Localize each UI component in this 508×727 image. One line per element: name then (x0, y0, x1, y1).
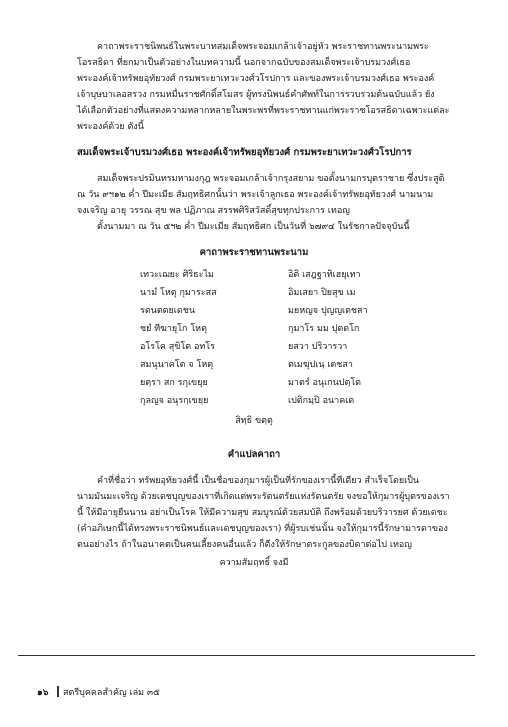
body-line: ตนอย่างไร ถ้าในอนาคตเป็นคนเลี้ยงคนอื่นแล้ว ก็ดีงให้รักษาตระกูลของบิดาต่อไป เทอญ (77, 540, 412, 550)
body-line: นามมันมะเจริญ ด้วยเดชบุญของเราที่เกิดแต่พระรัตนตรัยแห่งรัตนตรัย จงขอให้กุมารผู้บุตรของเรา (77, 492, 450, 502)
verse-right: อิมเสยา ปิยสุข เม (288, 288, 356, 298)
body-line: นี้ ให้มีอายุยืนนาน อย่าเป็นโรค ให้มีความสุข สมบูรณ์ด้วยสมบัติ ถึงพร้อมด้วยบริวารยศ ด้วยเดชะ (77, 508, 448, 518)
verse-left: กุลญจ อนุรกฺเขยฺย (140, 396, 209, 406)
verse-right: มาตรํ อนุเกนปตฺโต (288, 378, 361, 388)
intro-line: พระองค์ด้วย ดังนี้ (77, 122, 144, 132)
verse-left: ชยํ ทีฆายุโก โหตุ (140, 324, 207, 334)
page-number: ๑๖ (37, 688, 49, 698)
verse-left: นามํ โหตุ กุมาระสส (140, 288, 217, 298)
footer-divider (57, 686, 59, 697)
intro-line: เจ้าบุษบาเลอสรวง กรมหมื่นราชศักดิ์สโมสร ผู้ทรงนิพนธ์คำศัพท์ในการรวบรวมต้นฉบับแล้ว ยัง (77, 90, 435, 100)
body-line: ตั้งนามมา ณ วัน ๕ฯ๒ ค่ำ ปีมะเมีย สัมฤทธิศก เป็นวันที่ ๖๗๙๔ ในรัชกาลปัจจุบันนี้ (97, 222, 410, 232)
section-heading: สมเด็จพระเจ้าบรมวงศ์เธอ พระองค์เจ้าทรัพยอุทัยวงศ์ กรมพระยาเทวะวงศ์วโรปการ (77, 147, 412, 158)
body-line: จงเจริญ อายุ วรรณ สุข พล ปฏิภาณ สรรพศิริสวัสดิ์สุขทุกประการ เทอญ (77, 206, 350, 216)
verse-right: ยสวา ปริวารวา (288, 342, 348, 352)
verse-left: อโรโค สุขิโต อทโร (140, 342, 215, 352)
verse-left: เทวะเฌยะ ศิริธะไม (140, 270, 214, 280)
body-line: ณ วัน ๙ฯ๑๒ ค่ำ ปีมะเมีย สัมฤทธิศกนั้นว่า พระเจ้าลูกเธอ พระองค์เจ้าทรัพยอุทัยวงศ์ นามนาม (77, 190, 434, 200)
intro-line: ได้เลือกตัวอย่างที่แสดงความหลากหลายในพระพรที่พระราชทานแก่พระราชโอรสธิดาเฉพาะแต่ละ (77, 106, 450, 116)
footer-rule (18, 655, 475, 656)
verse-right: อิติ เสฎฐาทิเฮยุเทา (288, 270, 361, 280)
verse-left: สมนุนาคโต จ โหตุ (140, 360, 214, 370)
translation-heading: คำแปลคาถา (227, 449, 281, 460)
verse-right: เปติกมฺปิ อนาคเต (288, 396, 355, 406)
running-title: สตรีบุคคลสำคัญ เล่ม ๓๕ (63, 688, 160, 698)
body-line: สมเด็จพระปรมินทรมหามงกุฎ พระจอมเกล้าเจ้ากรุงสยาม ขอตั้งนามกรบุตราชาย ซึ่งประสูติ (97, 174, 445, 184)
translation-closing: ความสัมฤทธิ์ จงมี (219, 558, 289, 568)
verse-left: ยตฺรา สก รกุเขยุย (140, 378, 208, 388)
verse-closing: สิทฺธิ ขตฺตุ (235, 416, 273, 426)
body-line: (คำอภิเษกนี้ได้ทรงพระราชนิพนธ์และเดชบุญของเรา) ที่ผู้รบเช่นนั้น จงให้กุมารนี้รักษามารดาของ (77, 524, 448, 534)
intro-line: คาถาพระราชนิพนธ์ในพระบาทสมเด็จพระจอมเกล้าเจ้าอยู่หัว พระราชทานพระนามพระ (97, 42, 429, 52)
verse-left: รตนตตยเดชน (140, 306, 195, 316)
intro-line: พระองค์เจ้าทรัพยอุทัยวงศ์ กรมพระยาเทวะวงศ์วโรปการ และของพระเจ้าบรมวงศ์เธอ พระองค์ (77, 74, 435, 84)
body-line: คำที่ชื่อว่า ทรัพยอุทัยวงศ์นี้ เป็นชื่อของกุมารผู้เป็นที่รักของเรานี้ทีเดียว สำเร็จโดยเป็น (97, 476, 420, 486)
verse-heading: คาถาพระราชทานพระนาม (199, 247, 309, 258)
intro-line: โอรสธิดา ที่ยกมาเป็นตัวอย่างในบทความนี้ นอกจากฉบับของสมเด็จพระเจ้าบรมวงศ์เธอ (77, 58, 411, 68)
verse-right: ตเมฆุปเนฺ เตชสา (288, 360, 353, 370)
verse-right: กุมาโร มม ปุตตโก (288, 324, 360, 334)
verse-right: มยหญจ ปุญญเตชสา (288, 306, 368, 316)
